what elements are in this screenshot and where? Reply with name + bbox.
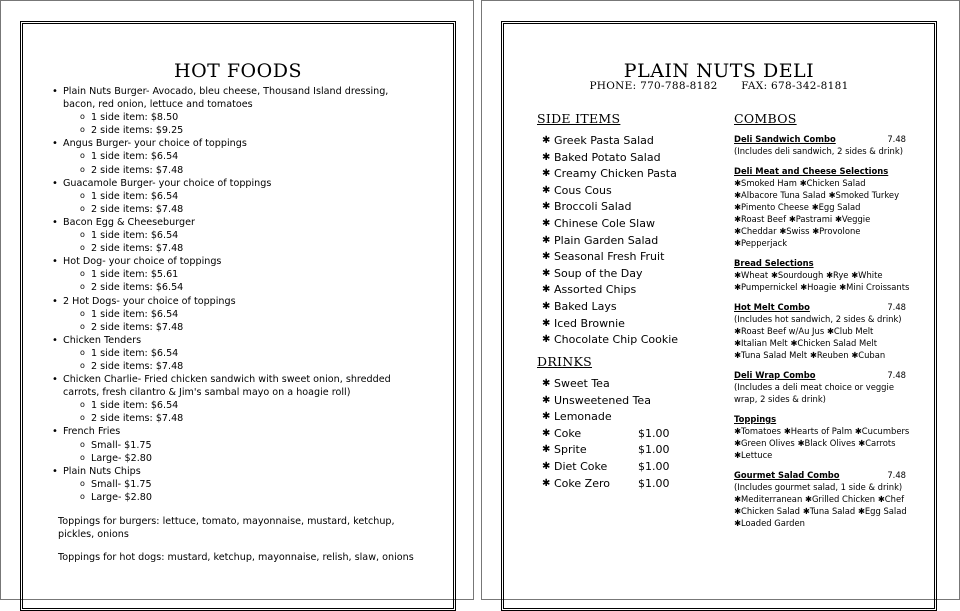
menu-item-name: Diet Coke — [554, 459, 608, 473]
star-bullet-icon: ✱ — [542, 217, 551, 229]
deli-contact — [504, 80, 934, 92]
menu-item-name: Creamy Chicken Pasta — [554, 167, 677, 181]
hot-food-option: o 1 side item: $6.54 — [91, 150, 423, 163]
hot-food-item — [63, 425, 423, 464]
selection-option: ✱Lettuce — [734, 450, 773, 460]
menu-list-item — [542, 199, 678, 216]
selection-option: ✱Reuben — [809, 350, 849, 360]
selection-option: ✱Club Melt — [826, 326, 874, 336]
selection-option: ✱Wheat — [734, 270, 769, 280]
selection-option: ✱Mini Croissants — [839, 282, 910, 292]
selection-option: ✱White — [851, 270, 883, 280]
hot-food-item — [63, 85, 423, 137]
fax-number: FAX: 678-342-8181 — [741, 80, 849, 92]
star-bullet-icon: ✱ — [542, 394, 551, 406]
combos-column — [734, 133, 910, 537]
selection-option: ✱Cucumbers — [854, 426, 910, 436]
menu-item-name: Sprite — [554, 443, 587, 457]
selection-option: ✱Provolone — [812, 226, 861, 236]
menu-list-item — [542, 332, 679, 349]
hot-food-option: o 2 side items: $9.25 — [91, 124, 423, 137]
gourmet-salad-combo-desc: (Includes gourmet salad, 1 side & drink) — [734, 482, 903, 492]
selection-option: ✱Swiss — [779, 226, 810, 236]
bread-title: Bread Selections — [734, 258, 814, 268]
meat-cheese-list — [734, 177, 910, 249]
hot-food-option: o 2 side items: $7.48 — [91, 360, 423, 373]
deli-wrap-combo-desc: (Includes a deli meat choice or veggie wrap, 2 sides & drink) — [734, 382, 894, 404]
hot-food-option: o 2 side items: $6.54 — [91, 281, 423, 294]
drinks-heading: DRINKS — [537, 354, 593, 369]
menu-list-item — [542, 233, 678, 250]
deli-title: PLAIN NUTS DELI — [623, 60, 815, 82]
selection-option: ✱Black Olives — [797, 438, 856, 448]
menu-list-item — [542, 166, 678, 183]
menu-item-name: Coke — [554, 426, 582, 440]
hot-food-option: o Small- $1.75 — [91, 439, 423, 452]
menu-list-item — [542, 216, 678, 233]
selection-option: ✱Roast Beef — [734, 214, 787, 224]
selection-option: ✱Egg Salad — [857, 506, 907, 516]
hot-food-item — [63, 177, 423, 216]
star-bullet-icon: ✱ — [542, 427, 551, 439]
menu-list-item — [542, 282, 678, 299]
menu-list-item — [542, 409, 651, 426]
menu-list-item — [542, 150, 678, 167]
star-bullet-icon: ✱ — [542, 251, 551, 263]
deli-sandwich-combo-desc: (Includes deli sandwich, 2 sides & drink) — [734, 146, 903, 156]
menu-item-price: $1.00 — [638, 443, 670, 457]
menu-item-name: Coke Zero — [554, 476, 610, 490]
menu-item-name: Plain Garden Salad — [554, 233, 659, 247]
star-bullet-icon: ✱ — [542, 284, 551, 296]
hot-melt-list — [734, 325, 910, 361]
selection-option: ✱Veggie — [834, 214, 871, 224]
star-bullet-icon: ✱ — [542, 135, 551, 146]
hot-food-name: • 2 Hot Dogs- your choice of toppings — [63, 295, 236, 307]
selection-option: ✱Carrots — [858, 438, 896, 448]
hot-food-name: • French Fries — [63, 426, 121, 438]
menu-item-name: Greek Pasta Salad — [554, 134, 654, 147]
hot-food-option: o 1 side item: $6.54 — [91, 347, 423, 360]
hot-foods-list — [63, 85, 423, 504]
star-bullet-icon: ✱ — [542, 234, 551, 246]
hot-food-item — [63, 137, 423, 176]
bread-selections — [734, 257, 910, 293]
gourmet-salad-combo-price: 7.48 — [887, 470, 906, 480]
hot-food-option: o 1 side item: $5.61 — [91, 268, 423, 281]
menu-list-item — [542, 133, 678, 150]
side-items-list — [542, 133, 679, 349]
menu-list-item — [542, 266, 678, 283]
star-bullet-icon: ✱ — [542, 477, 551, 489]
selection-option: ✱Grilled Chicken — [804, 494, 876, 504]
hot-food-option: o 1 side item: $8.50 — [91, 111, 423, 124]
menu-item-name: Unsweetened Tea — [554, 393, 651, 407]
hot-food-item — [63, 295, 423, 334]
star-bullet-icon: ✱ — [542, 151, 551, 163]
star-bullet-icon: ✱ — [542, 460, 551, 472]
wrap-toppings-list — [734, 425, 910, 461]
hot-food-name: • Hot Dog- your choice of toppings — [63, 256, 222, 268]
star-bullet-icon: ✱ — [542, 267, 551, 279]
selection-option: ✱Tomatoes — [734, 426, 782, 436]
hot-food-name: • Chicken Tenders — [63, 334, 142, 346]
star-bullet-icon: ✱ — [542, 378, 551, 389]
hot-food-name: • Angus Burger- your choice of toppings — [63, 138, 247, 150]
selection-option: ✱Cuban — [851, 350, 886, 360]
menu-item-name: Cous Cous — [554, 183, 612, 197]
hot-food-option: o Large- $2.80 — [91, 452, 423, 465]
hot-food-option: o 2 side items: $7.48 — [91, 164, 423, 177]
menu-item-name: Seasonal Fresh Fruit — [554, 250, 665, 264]
menu-item-price: $1.00 — [638, 426, 670, 440]
drinks-list — [542, 376, 670, 492]
hot-food-item — [63, 255, 423, 294]
star-bullet-icon: ✱ — [542, 168, 551, 180]
menu-list-item — [542, 476, 670, 493]
hot-food-name: • Chicken Charlie- Fried chicken sandwich with sweet onion, shredded carrots, fresh cilantro & Jim's sambal mayo on a hoagie roll) — [63, 374, 391, 399]
selection-option: ✱Mediterranean — [734, 494, 803, 504]
menu-list-item — [542, 183, 678, 200]
selection-option: ✱Sourdough — [770, 270, 824, 280]
hot-food-item — [63, 465, 423, 504]
meat-cheese-selections — [734, 165, 910, 249]
star-bullet-icon: ✱ — [542, 444, 551, 456]
menu-item-name: Chocolate Chip Cookie — [554, 333, 679, 347]
deli-sandwich-combo-title: Deli Sandwich Combo — [734, 134, 836, 144]
selection-option: ✱Pimento Cheese — [734, 202, 809, 212]
hot-food-name: • Bacon Egg & Cheeseburger — [63, 216, 195, 228]
hot-food-name: • Plain Nuts Burger- Avocado, bleu cheese, Thousand Island dressing, bacon, red onion, lettuce and tomatoes — [63, 86, 389, 111]
selection-option: ✱Chicken Salad — [734, 506, 801, 516]
menu-item-name: Chinese Cole Slaw — [554, 216, 655, 230]
selection-option: ✱Pastrami — [788, 214, 833, 224]
hot-melt-combo-price: 7.48 — [887, 302, 906, 312]
hot-food-option: o 1 side item: $6.54 — [91, 399, 423, 412]
bread-list — [734, 269, 910, 293]
meat-cheese-title: Deli Meat and Cheese Selections — [734, 166, 889, 176]
hot-food-option: o 2 side items: $7.48 — [91, 321, 423, 334]
menu-item-name: Sweet Tea — [554, 377, 610, 390]
menu-item-name: Baked Lays — [554, 299, 617, 313]
hot-food-option: o Small- $1.75 — [91, 478, 423, 491]
menu-item-name: Iced Brownie — [554, 316, 625, 330]
selection-option: ✱Pumpernickel — [734, 282, 798, 292]
hot-foods-title: HOT FOODS — [174, 60, 302, 82]
menu-list-item — [542, 376, 651, 393]
selection-option: ✱Hearts of Palm — [783, 426, 853, 436]
deli-sandwich-combo-price: 7.48 — [887, 134, 906, 144]
hot-food-option: o 2 side items: $7.48 — [91, 203, 423, 216]
selection-option: ✱Tuna Salad Melt — [734, 350, 808, 360]
selection-option: ✱Cheddar — [734, 226, 777, 236]
hot-melt-combo-desc: (Includes hot sandwich, 2 sides & drink) — [734, 314, 902, 324]
selection-option: ✱Albacore Tuna Salad — [734, 190, 826, 200]
side-items-heading: SIDE ITEMS — [537, 111, 621, 126]
menu-item-price: $1.00 — [638, 476, 670, 490]
hotdog-toppings-note: Toppings for hot dogs: mustard, ketchup, mayonnaise, relish, slaw, onions — [58, 552, 414, 563]
deli-wrap-combo — [734, 369, 910, 405]
star-bullet-icon: ✱ — [542, 411, 551, 423]
menu-item-name: Soup of the Day — [554, 266, 643, 280]
hot-food-option: o 2 side items: $7.48 — [91, 242, 423, 255]
selection-option: ✱Smoked Turkey — [828, 190, 900, 200]
deli-sandwich-combo — [734, 133, 910, 157]
hot-food-name: • Guacamole Burger- your choice of toppings — [63, 177, 272, 189]
deli-wrap-combo-title: Deli Wrap Combo — [734, 370, 816, 380]
hot-food-option: o 1 side item: $6.54 — [91, 190, 423, 203]
menu-list-item — [542, 459, 670, 476]
selection-option: ✱Smoked Ham — [734, 178, 797, 188]
menu-item-name: Baked Potato Salad — [554, 150, 661, 164]
hot-food-option: o 1 side item: $6.54 — [91, 229, 423, 242]
deli-wrap-combo-price: 7.48 — [887, 370, 906, 380]
selection-option: ✱Chicken Salad Melt — [790, 338, 877, 348]
star-bullet-icon: ✱ — [542, 184, 551, 196]
star-bullet-icon: ✱ — [542, 334, 551, 346]
star-bullet-icon: ✱ — [542, 317, 551, 329]
deli-page — [481, 0, 960, 600]
hot-food-item — [63, 373, 423, 425]
selection-option: ✱Tuna Salad — [802, 506, 856, 516]
selection-option: ✱Roast Beef w/Au Jus — [734, 326, 825, 336]
menu-list-item — [542, 426, 670, 443]
hot-melt-combo-title: Hot Melt Combo — [734, 302, 810, 312]
gourmet-salad-combo-title: Gourmet Salad Combo — [734, 470, 840, 480]
selection-option: ✱Chef — [877, 494, 905, 504]
selection-option: ✱Rye — [825, 270, 849, 280]
menu-item-name: Assorted Chips — [554, 283, 637, 297]
menu-list-item — [542, 442, 670, 459]
selection-option: ✱Egg Salad — [811, 202, 861, 212]
burger-toppings-note: Toppings for burgers: lettuce, tomato, mayonnaise, mustard, ketchup, pickles, onions — [58, 516, 395, 541]
hot-food-option: o 1 side item: $6.54 — [91, 308, 423, 321]
menu-item-price: $1.00 — [638, 459, 670, 473]
hot-food-item — [63, 216, 423, 255]
menu-list-item — [542, 393, 651, 410]
star-bullet-icon: ✱ — [542, 300, 551, 312]
star-bullet-icon: ✱ — [542, 201, 551, 213]
combos-heading: COMBOS — [734, 111, 797, 126]
selection-option: ✱Green Olives — [734, 438, 795, 448]
menu-item-name: Lemonade — [554, 410, 612, 424]
wrap-toppings-title: Toppings — [734, 414, 777, 424]
hot-food-item — [63, 334, 423, 373]
gourmet-salad-combo — [734, 469, 910, 529]
hot-food-option: o Large- $2.80 — [91, 491, 423, 504]
menu-list-item — [542, 316, 678, 333]
menu-list-item — [542, 299, 678, 316]
hot-foods-page — [0, 0, 474, 600]
selection-option: ✱Italian Melt — [734, 338, 788, 348]
menu-list-item — [542, 249, 678, 266]
selection-option: ✱Pepperjack — [734, 238, 788, 248]
gourmet-salad-list — [734, 493, 910, 529]
phone-number: PHONE: 770-788-8182 — [589, 80, 718, 92]
hot-food-option: o 2 side items: $7.48 — [91, 412, 423, 425]
selection-option: ✱Hoagie — [800, 282, 837, 292]
selection-option: ✱Loaded Garden — [734, 518, 805, 528]
hot-melt-combo — [734, 301, 910, 361]
menu-item-name: Broccoli Salad — [554, 200, 632, 214]
hot-food-name: • Plain Nuts Chips — [63, 465, 141, 477]
selection-option: ✱Chicken Salad — [799, 178, 866, 188]
wrap-toppings — [734, 413, 910, 461]
